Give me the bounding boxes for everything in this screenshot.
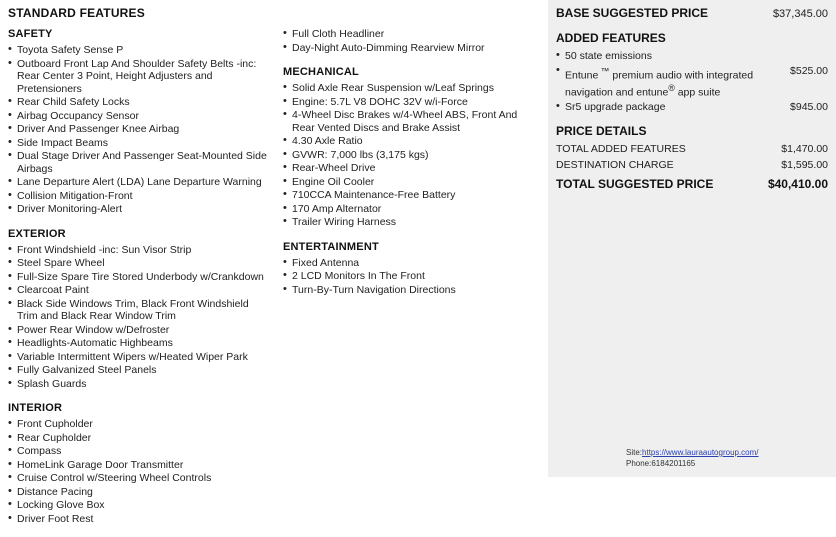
features-columns	[8, 28, 540, 537]
list-item	[556, 50, 828, 63]
list-item: • Dual Stage Driver And Passenger Seat-Mounted Side Airbags	[8, 150, 269, 175]
list-item: • Airbag Occupancy Sensor	[8, 110, 269, 123]
list-item: • Full-Size Spare Tire Stored Underbody w/Crankdown	[8, 271, 269, 284]
list-item: • 710CCA Maintenance-Free Battery	[283, 189, 540, 202]
feature-list	[8, 244, 269, 391]
base-price-row	[556, 6, 828, 20]
total-price-value: $40,410.00	[767, 177, 828, 191]
list-item: • HomeLink Garage Door Transmitter	[8, 459, 269, 472]
section-exterior	[8, 228, 269, 391]
added-features-heading: ADDED FEATURES	[556, 31, 666, 45]
list-item: • 4.30 Axle Ratio	[283, 135, 540, 148]
list-item: • Driver Foot Rest	[8, 513, 269, 526]
features-column-right	[283, 28, 540, 537]
section-entertainment	[283, 241, 540, 297]
price-detail-row	[556, 159, 828, 171]
site-label: Site:	[626, 448, 643, 457]
list-item: • 170 Amp Alternator	[283, 203, 540, 216]
total-price-label: TOTAL SUGGESTED PRICE	[556, 177, 714, 191]
base-price-value: $37,345.00	[772, 8, 828, 20]
list-item: • Engine Oil Cooler	[283, 176, 540, 189]
total-price-row	[556, 177, 828, 191]
list-item: • 2 LCD Monitors In The Front	[283, 270, 540, 283]
added-feature-price: $945.00	[790, 100, 828, 113]
feature-list	[283, 28, 540, 54]
price-detail-value: $1,595.00	[781, 159, 828, 171]
list-item: • Headlights-Automatic Highbeams	[8, 337, 269, 350]
section-safety	[8, 28, 269, 216]
section-heading: ENTERTAINMENT	[283, 240, 379, 253]
added-features-list	[556, 50, 828, 113]
site-line	[626, 447, 759, 458]
section-interior-continued	[283, 28, 540, 54]
list-item: • Driver And Passenger Knee Airbag	[8, 123, 269, 136]
added-feature-label: • Entune ™ premium audio with integrated navigation and entune® app suite	[565, 65, 754, 98]
list-item: • Side Impact Beams	[8, 137, 269, 150]
list-item: • Fully Galvanized Steel Panels	[8, 364, 269, 377]
list-item: • Full Cloth Headliner	[283, 28, 540, 41]
list-item: • Trailer Wiring Harness	[283, 216, 540, 229]
list-item: • Locking Glove Box	[8, 499, 269, 512]
added-feature-label: • 50 state emissions	[565, 50, 652, 62]
list-item: • Toyota Safety Sense P	[8, 44, 269, 57]
section-heading: EXTERIOR	[8, 227, 66, 240]
features-column-left	[8, 28, 269, 537]
added-feature-label: • Sr5 upgrade package	[565, 100, 666, 113]
list-item: • Rear Child Safety Locks	[8, 96, 269, 109]
list-item: • Black Side Windows Trim, Black Front Windshield Trim and Black Rear Window Trim	[8, 298, 269, 323]
phone-value: 6184201165	[651, 459, 696, 468]
section-interior	[8, 402, 269, 525]
price-details-heading: PRICE DETAILS	[556, 124, 647, 138]
page-title: STANDARD FEATURES	[8, 6, 145, 20]
list-item: • Rear Cupholder	[8, 432, 269, 445]
list-item: • Driver Monitoring-Alert	[8, 203, 269, 216]
list-item: • Collision Mitigation-Front	[8, 190, 269, 203]
dealer-site-link[interactable]: https://www.lauraautogroup.com/	[642, 448, 759, 457]
list-item: • Lane Departure Alert (LDA) Lane Departure Warning	[8, 176, 269, 189]
list-item: • Engine: 5.7L V8 DOHC 32V w/i-Force	[283, 96, 540, 109]
price-detail-row	[556, 143, 828, 155]
price-detail-label: TOTAL ADDED FEATURES	[556, 143, 686, 155]
list-item: • Power Rear Window w/Defroster	[8, 324, 269, 337]
list-item	[556, 101, 828, 114]
list-item: • Day-Night Auto-Dimming Rearview Mirror	[283, 42, 540, 55]
feature-list	[8, 44, 269, 216]
list-item: • Variable Intermittent Wipers w/Heated Wiper Park	[8, 351, 269, 364]
feature-list	[8, 418, 269, 525]
list-item: • Turn-By-Turn Navigation Directions	[283, 284, 540, 297]
list-item: • Steel Spare Wheel	[8, 257, 269, 270]
feature-list	[283, 257, 540, 297]
phone-label: Phone:	[626, 459, 652, 468]
list-item: • Cruise Control w/Steering Wheel Controls	[8, 472, 269, 485]
list-item: • Outboard Front Lap And Shoulder Safety Belts -inc: Rear Center 3 Point, Height Adjusters and Pretensioners	[8, 58, 269, 96]
list-item: • Front Windshield -inc: Sun Visor Strip	[8, 244, 269, 257]
list-item: • Compass	[8, 445, 269, 458]
list-item	[556, 65, 828, 99]
section-mechanical	[283, 66, 540, 229]
list-item: • 4-Wheel Disc Brakes w/4-Wheel ABS, Front And Rear Vented Discs and Brake Assist	[283, 109, 540, 134]
list-item: • Distance Pacing	[8, 486, 269, 499]
section-heading: SAFETY	[8, 28, 53, 40]
phone-line	[626, 458, 759, 469]
section-heading: MECHANICAL	[283, 66, 359, 78]
list-item: • Front Cupholder	[8, 418, 269, 431]
dealer-contact-footer	[626, 447, 759, 469]
list-item: • Solid Axle Rear Suspension w/Leaf Springs	[283, 82, 540, 95]
price-detail-value: $1,470.00	[781, 143, 828, 155]
price-detail-label: DESTINATION CHARGE	[556, 159, 674, 171]
pricing-pane	[548, 0, 836, 477]
list-item: • Rear-Wheel Drive	[283, 162, 540, 175]
base-price-label: BASE SUGGESTED PRICE	[556, 6, 709, 20]
feature-list	[283, 82, 540, 229]
list-item: • Clearcoat Paint	[8, 284, 269, 297]
list-item: • GVWR: 7,000 lbs (3,175 kgs)	[283, 149, 540, 162]
list-item: • Fixed Antenna	[283, 257, 540, 270]
section-heading: INTERIOR	[8, 402, 63, 414]
added-feature-price: $525.00	[790, 64, 828, 77]
list-item: • Splash Guards	[8, 378, 269, 391]
